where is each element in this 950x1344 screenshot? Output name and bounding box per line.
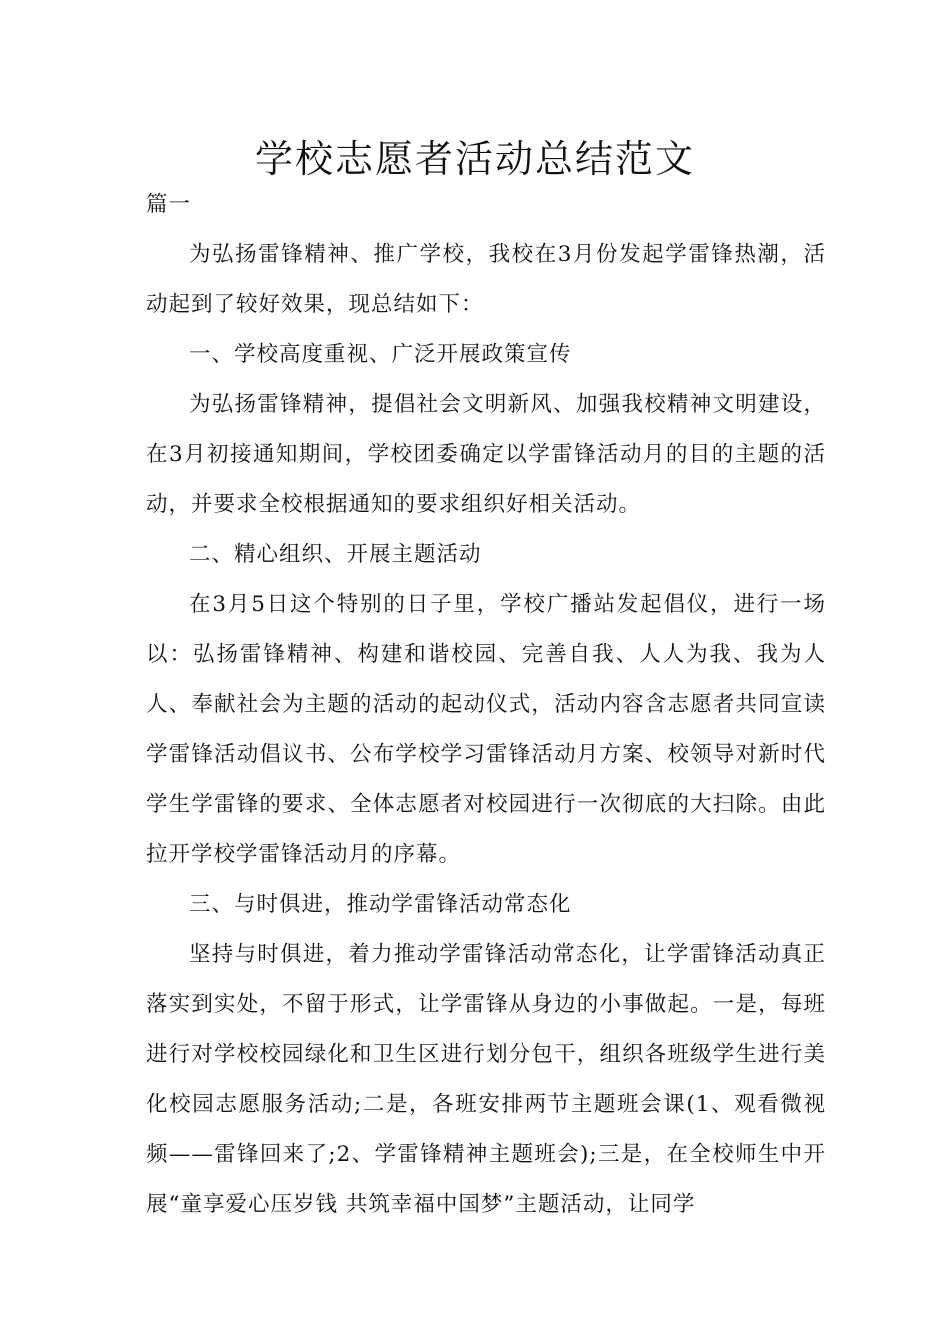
section-paragraph-3: 坚持与时俱进，着力推动学雷锋活动常态化，让学雷锋活动真正落实到实处，不留于形式，让学雷锋从身边的小事做起。一是，每班进行对学校校园绿化和卫生区进行划分包干，组织各班级学生进行美化校园志愿服务活动;二是，各班安排两节主题班会课(1、观看微视频——雷锋回来了;2、学雷锋精神主题班会);三是，在全校师生中开展“童享爱心压岁钱 共筑幸福中国梦”主题活动，让同学 [146,942,826,1217]
section-heading-3: 三、与时俱进，推动学雷锋活动常态化 [189,892,572,917]
document-body [146,180,826,1230]
section-paragraph-1: 为弘扬雷锋精神，提倡社会文明新风、加强我校精神文明建设，在3月初接通知期间，学校团委确定以学雷锋活动月的目的主题的活动，并要求全校根据通知的要求组织好相关活动。 [146,392,826,517]
document-title: 学校志愿者活动总结范文 [254,137,695,181]
section-label: 篇一 [146,192,192,217]
section-heading-2: 二、精心组织、开展主题活动 [189,542,482,567]
intro-paragraph: 为弘扬雷锋精神、推广学校，我校在3月份发起学雷锋热潮，活动起到了较好效果，现总结如下： [146,242,826,317]
section-heading-1: 一、学校高度重视、广泛开展政策宣传 [189,342,572,367]
section-paragraph-2: 在3月5日这个特别的日子里，学校广播站发起倡仪，进行一场以：弘扬雷锋精神、构建和谐校园、完善自我、人人为我、我为人人、奉献社会为主题的活动的起动仪式，活动内容含志愿者共同宣读学雷锋活动倡议书、公布学校学习雷锋活动月方案、校领导对新时代学生学雷锋的要求、全体志愿者对校园进行一次彻底的大扫除。由此拉开学校学雷锋活动月的序幕。 [146,592,826,867]
